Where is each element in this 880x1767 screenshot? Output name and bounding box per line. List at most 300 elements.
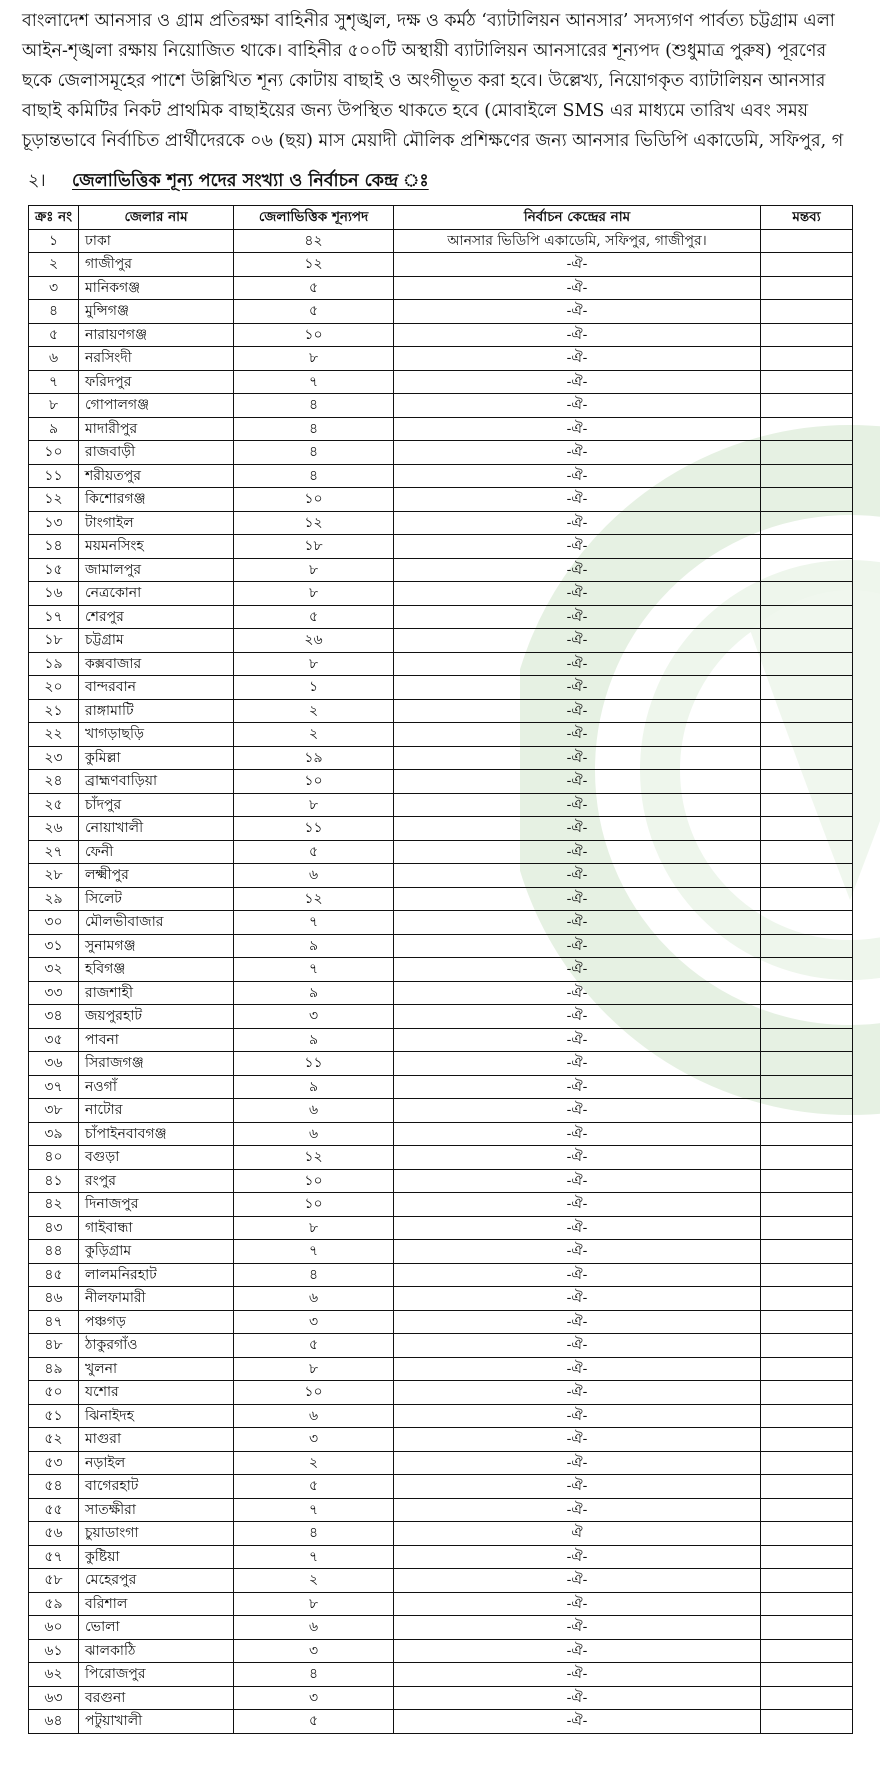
table-row: [29, 488, 853, 512]
cell-serial: ৩৩: [29, 981, 79, 1005]
table-row: [29, 394, 853, 418]
cell-serial: ৪০: [29, 1146, 79, 1170]
cell-vacancy: ৮: [234, 1216, 394, 1240]
cell-vacancy: ২: [234, 1451, 394, 1475]
cell-serial: ২৮: [29, 864, 79, 888]
cell-vacancy: ৮: [234, 793, 394, 817]
cell-center: -ঐ-: [394, 1287, 761, 1311]
table-row: [29, 558, 853, 582]
table-row: [29, 981, 853, 1005]
cell-serial: ৪৬: [29, 1287, 79, 1311]
cell-remarks: [761, 347, 853, 371]
cell-remarks: [761, 1146, 853, 1170]
cell-center: -ঐ-: [394, 1639, 761, 1663]
header-vacancy: জেলাভিত্তিক শূন্যপদ: [234, 206, 394, 230]
cell-district: কুষ্টিয়া: [79, 1545, 234, 1569]
cell-serial: ৫: [29, 323, 79, 347]
table-row: [29, 723, 853, 747]
table-row: [29, 1028, 853, 1052]
cell-vacancy: ১২: [234, 1146, 394, 1170]
cell-remarks: [761, 229, 853, 253]
table-row: [29, 1686, 853, 1710]
cell-center: -ঐ-: [394, 1122, 761, 1146]
cell-vacancy: ৩: [234, 1310, 394, 1334]
cell-serial: ২৯: [29, 887, 79, 911]
cell-district: শরীয়তপুর: [79, 464, 234, 488]
cell-remarks: [761, 605, 853, 629]
cell-center: -ঐ-: [394, 441, 761, 465]
table-row: [29, 911, 853, 935]
cell-serial: ৫৭: [29, 1545, 79, 1569]
table-body: [29, 229, 853, 1733]
cell-remarks: [761, 1616, 853, 1640]
cell-serial: ৩২: [29, 958, 79, 982]
cell-vacancy: ১: [234, 676, 394, 700]
cell-remarks: [761, 1475, 853, 1499]
table-row: [29, 629, 853, 653]
table-row: [29, 1498, 853, 1522]
table-row: [29, 746, 853, 770]
header-center: নির্বাচন কেন্দ্রের নাম: [394, 206, 761, 230]
cell-vacancy: ৬: [234, 1099, 394, 1123]
table-row: [29, 793, 853, 817]
cell-serial: ২৪: [29, 770, 79, 794]
cell-serial: ১৫: [29, 558, 79, 582]
cell-district: নরসিংদী: [79, 347, 234, 371]
cell-vacancy: ৫: [234, 605, 394, 629]
cell-serial: ১২: [29, 488, 79, 512]
cell-serial: ২৬: [29, 817, 79, 841]
section-title: জেলাভিত্তিক শূন্য পদের সংখ্যা ও নির্বাচন কেন্দ্র ঃ: [72, 171, 429, 191]
cell-vacancy: ৭: [234, 1240, 394, 1264]
cell-district: চট্টগ্রাম: [79, 629, 234, 653]
cell-remarks: [761, 1639, 853, 1663]
cell-serial: ৬১: [29, 1639, 79, 1663]
cell-center: -ঐ-: [394, 1216, 761, 1240]
table-row: [29, 1592, 853, 1616]
section-number: ২।: [28, 171, 46, 191]
cell-remarks: [761, 793, 853, 817]
table-row: [29, 1334, 853, 1358]
cell-vacancy: ২: [234, 1569, 394, 1593]
table-row: [29, 276, 853, 300]
cell-center: -ঐ-: [394, 1028, 761, 1052]
cell-vacancy: ৮: [234, 1592, 394, 1616]
cell-district: মেহেরপুর: [79, 1569, 234, 1593]
cell-serial: ৫১: [29, 1404, 79, 1428]
cell-serial: ২৫: [29, 793, 79, 817]
cell-remarks: [761, 1663, 853, 1687]
cell-district: নীলফামারী: [79, 1287, 234, 1311]
cell-center: -ঐ-: [394, 1710, 761, 1734]
cell-district: নারায়ণগঞ্জ: [79, 323, 234, 347]
intro-paragraph: [22, 6, 880, 156]
cell-district: চাঁদপুর: [79, 793, 234, 817]
cell-serial: ৬৪: [29, 1710, 79, 1734]
cell-district: বাগেরহাট: [79, 1475, 234, 1499]
cell-serial: ৬: [29, 347, 79, 371]
cell-center: -ঐ-: [394, 652, 761, 676]
cell-serial: ৬৩: [29, 1686, 79, 1710]
cell-remarks: [761, 1498, 853, 1522]
cell-vacancy: ৪: [234, 1263, 394, 1287]
cell-center: -ঐ-: [394, 958, 761, 982]
cell-vacancy: ৩: [234, 1428, 394, 1452]
cell-vacancy: ৯: [234, 981, 394, 1005]
cell-remarks: [761, 1310, 853, 1334]
cell-serial: ৪৯: [29, 1357, 79, 1381]
cell-serial: ৩১: [29, 934, 79, 958]
cell-remarks: [761, 864, 853, 888]
cell-district: মৌলভীবাজার: [79, 911, 234, 935]
header-district: জেলার নাম: [79, 206, 234, 230]
cell-serial: ৫২: [29, 1428, 79, 1452]
cell-center: -ঐ-: [394, 1663, 761, 1687]
cell-remarks: [761, 723, 853, 747]
cell-center: -ঐ-: [394, 1381, 761, 1405]
cell-district: চুয়াডাংগা: [79, 1522, 234, 1546]
cell-remarks: [761, 1169, 853, 1193]
cell-remarks: [761, 323, 853, 347]
table-row: [29, 887, 853, 911]
cell-center: -ঐ-: [394, 464, 761, 488]
cell-vacancy: ৩: [234, 1686, 394, 1710]
cell-center: -ঐ-: [394, 300, 761, 324]
cell-vacancy: ৪: [234, 417, 394, 441]
table-row: [29, 1005, 853, 1029]
cell-serial: ৫০: [29, 1381, 79, 1405]
table-row: [29, 229, 853, 253]
cell-center: -ঐ-: [394, 1428, 761, 1452]
cell-center: -ঐ-: [394, 981, 761, 1005]
table-row: [29, 1075, 853, 1099]
cell-district: রাজশাহী: [79, 981, 234, 1005]
cell-serial: ৩৬: [29, 1052, 79, 1076]
cell-remarks: [761, 300, 853, 324]
cell-center: -ঐ-: [394, 1099, 761, 1123]
cell-center: -ঐ-: [394, 370, 761, 394]
cell-remarks: [761, 817, 853, 841]
cell-serial: ২২: [29, 723, 79, 747]
cell-remarks: [761, 276, 853, 300]
table-row: [29, 1663, 853, 1687]
cell-vacancy: ৪: [234, 1522, 394, 1546]
table-row: [29, 1169, 853, 1193]
cell-remarks: [761, 1569, 853, 1593]
cell-remarks: [761, 1240, 853, 1264]
cell-vacancy: ৭: [234, 1545, 394, 1569]
cell-serial: ৫৯: [29, 1592, 79, 1616]
table-row: [29, 1451, 853, 1475]
cell-remarks: [761, 699, 853, 723]
cell-center: -ঐ-: [394, 1404, 761, 1428]
table-row: [29, 934, 853, 958]
cell-center: -ঐ-: [394, 1005, 761, 1029]
cell-center: -ঐ-: [394, 723, 761, 747]
cell-serial: ৮: [29, 394, 79, 418]
table-row: [29, 1146, 853, 1170]
cell-serial: ১০: [29, 441, 79, 465]
cell-remarks: [761, 840, 853, 864]
cell-district: কুড়িগ্রাম: [79, 1240, 234, 1264]
cell-remarks: [761, 1216, 853, 1240]
cell-serial: ২০: [29, 676, 79, 700]
cell-remarks: [761, 1357, 853, 1381]
cell-center: -ঐ-: [394, 1169, 761, 1193]
table-row: [29, 770, 853, 794]
cell-remarks: [761, 746, 853, 770]
table-row: [29, 535, 853, 559]
table-row: [29, 1616, 853, 1640]
table-row: [29, 958, 853, 982]
cell-center: -ঐ-: [394, 511, 761, 535]
table-row: [29, 1522, 853, 1546]
cell-remarks: [761, 1193, 853, 1217]
cell-remarks: [761, 464, 853, 488]
table-row: [29, 582, 853, 606]
cell-remarks: [761, 1052, 853, 1076]
cell-serial: ৫৫: [29, 1498, 79, 1522]
table-row: [29, 1404, 853, 1428]
cell-vacancy: ৪: [234, 441, 394, 465]
cell-center: -ঐ-: [394, 699, 761, 723]
cell-vacancy: ১০: [234, 770, 394, 794]
cell-district: খাগড়াছড়ি: [79, 723, 234, 747]
cell-vacancy: ৯: [234, 1028, 394, 1052]
cell-center: -ঐ-: [394, 793, 761, 817]
cell-district: ঝিনাইদহ: [79, 1404, 234, 1428]
cell-vacancy: ৮: [234, 582, 394, 606]
table-row: [29, 1569, 853, 1593]
table-row: [29, 1639, 853, 1663]
cell-center: -ঐ-: [394, 1263, 761, 1287]
cell-remarks: [761, 511, 853, 535]
cell-vacancy: ৬: [234, 1404, 394, 1428]
cell-district: বগুড়া: [79, 1146, 234, 1170]
cell-serial: ১১: [29, 464, 79, 488]
cell-center: -ঐ-: [394, 629, 761, 653]
cell-center: -ঐ-: [394, 394, 761, 418]
cell-remarks: [761, 1710, 853, 1734]
table-row: [29, 1263, 853, 1287]
table-row: [29, 1381, 853, 1405]
cell-center: -ঐ-: [394, 276, 761, 300]
cell-serial: ১৮: [29, 629, 79, 653]
cell-remarks: [761, 911, 853, 935]
cell-serial: ৫৩: [29, 1451, 79, 1475]
cell-district: পঞ্চগড়: [79, 1310, 234, 1334]
cell-center: -ঐ-: [394, 746, 761, 770]
cell-vacancy: ২: [234, 723, 394, 747]
table-row: [29, 864, 853, 888]
cell-serial: ৩: [29, 276, 79, 300]
cell-district: কক্সবাজার: [79, 652, 234, 676]
cell-center: -ঐ-: [394, 1310, 761, 1334]
cell-remarks: [761, 1334, 853, 1358]
cell-center: -ঐ-: [394, 558, 761, 582]
cell-vacancy: ৮: [234, 347, 394, 371]
table-header-row: [29, 206, 853, 230]
table-row: [29, 1310, 853, 1334]
cell-vacancy: ৮: [234, 558, 394, 582]
cell-serial: ৪৫: [29, 1263, 79, 1287]
cell-district: ভোলা: [79, 1616, 234, 1640]
cell-remarks: [761, 887, 853, 911]
cell-serial: ২: [29, 253, 79, 277]
cell-serial: ৪১: [29, 1169, 79, 1193]
cell-remarks: [761, 253, 853, 277]
cell-vacancy: ৪২: [234, 229, 394, 253]
cell-serial: ২৭: [29, 840, 79, 864]
cell-district: গাইবান্ধা: [79, 1216, 234, 1240]
table-row: [29, 300, 853, 324]
cell-district: নড়াইল: [79, 1451, 234, 1475]
cell-district: গাজীপুর: [79, 253, 234, 277]
cell-district: ঠাকুরগাঁও: [79, 1334, 234, 1358]
table-row: [29, 441, 853, 465]
cell-vacancy: ১০: [234, 1193, 394, 1217]
cell-vacancy: ৫: [234, 1475, 394, 1499]
table-row: [29, 464, 853, 488]
cell-district: ফরিদপুর: [79, 370, 234, 394]
cell-district: চাঁপাইনবাবগঞ্জ: [79, 1122, 234, 1146]
cell-vacancy: ১০: [234, 1169, 394, 1193]
cell-vacancy: ৭: [234, 958, 394, 982]
cell-serial: ১৬: [29, 582, 79, 606]
table-row: [29, 417, 853, 441]
cell-vacancy: ৬: [234, 1122, 394, 1146]
cell-remarks: [761, 370, 853, 394]
cell-center: -ঐ-: [394, 1545, 761, 1569]
cell-serial: ১৩: [29, 511, 79, 535]
cell-vacancy: ৫: [234, 840, 394, 864]
cell-vacancy: ৬: [234, 864, 394, 888]
cell-serial: ৩৫: [29, 1028, 79, 1052]
cell-district: মুন্সিগঞ্জ: [79, 300, 234, 324]
cell-center: -ঐ-: [394, 887, 761, 911]
cell-vacancy: ৫: [234, 1334, 394, 1358]
cell-remarks: [761, 1287, 853, 1311]
cell-remarks: [761, 1122, 853, 1146]
cell-center: -ঐ-: [394, 1592, 761, 1616]
header-serial: ক্রঃ নং: [29, 206, 79, 230]
table-row: [29, 370, 853, 394]
cell-district: ঢাকা: [79, 229, 234, 253]
cell-remarks: [761, 1005, 853, 1029]
cell-district: বান্দরবান: [79, 676, 234, 700]
cell-serial: ২১: [29, 699, 79, 723]
cell-district: ব্রাহ্মণবাড়িয়া: [79, 770, 234, 794]
intro-line: ছকে জেলাসমূহের পাশে উল্লিখিত শূন্য কোটায় বাছাই ও অংগীভূত করা হবে। উল্লেখ্য, নিয়োগকৃত ব্যাটালিয়ন আনসার: [22, 71, 826, 91]
intro-line: আইন-শৃঙ্খলা রক্ষায় নিয়োজিত থাকে। বাহিনীর ৫০০টি অস্থায়ী ব্যাটালিয়ন আনসারের শূন্যপদ (শুধুমাত্র পুরুষ) পূরণের: [22, 41, 827, 61]
cell-vacancy: ৭: [234, 1498, 394, 1522]
cell-district: সুনামগঞ্জ: [79, 934, 234, 958]
intro-line: চূড়ান্তভাবে নির্বাচিত প্রার্থীদেরকে ০৬ (ছয়) মাস মেয়াদী মৌলিক প্রশিক্ষণের জন্য আনসার ভিডিপি একাডেমি, সফিপুর, গ: [22, 131, 844, 151]
cell-district: খুলনা: [79, 1357, 234, 1381]
cell-district: টাংগাইল: [79, 511, 234, 535]
cell-center: -ঐ-: [394, 1569, 761, 1593]
cell-district: শেরপুর: [79, 605, 234, 629]
table-row: [29, 840, 853, 864]
cell-district: নোয়াখালী: [79, 817, 234, 841]
cell-vacancy: ৪: [234, 1663, 394, 1687]
cell-serial: ৩০: [29, 911, 79, 935]
cell-center: -ঐ-: [394, 1475, 761, 1499]
table-row: [29, 1052, 853, 1076]
cell-remarks: [761, 629, 853, 653]
table-row: [29, 1193, 853, 1217]
cell-vacancy: ১২: [234, 887, 394, 911]
table-row: [29, 323, 853, 347]
cell-center: -ঐ-: [394, 1686, 761, 1710]
vacancy-table: [28, 205, 853, 1734]
cell-serial: ১৭: [29, 605, 79, 629]
cell-remarks: [761, 394, 853, 418]
cell-serial: ৪: [29, 300, 79, 324]
cell-serial: ৫৬: [29, 1522, 79, 1546]
cell-vacancy: ১১: [234, 817, 394, 841]
cell-district: মাগুরা: [79, 1428, 234, 1452]
cell-district: নওগাঁ: [79, 1075, 234, 1099]
cell-center: -ঐ-: [394, 1334, 761, 1358]
cell-serial: ৩৯: [29, 1122, 79, 1146]
cell-vacancy: ৫: [234, 1710, 394, 1734]
cell-district: কিশোরগঞ্জ: [79, 488, 234, 512]
cell-serial: ৪৩: [29, 1216, 79, 1240]
cell-serial: ৪২: [29, 1193, 79, 1217]
table-row: [29, 511, 853, 535]
cell-district: লক্ষ্মীপুর: [79, 864, 234, 888]
cell-serial: ৫৪: [29, 1475, 79, 1499]
cell-center: -ঐ-: [394, 864, 761, 888]
cell-serial: ২৩: [29, 746, 79, 770]
cell-remarks: [761, 1686, 853, 1710]
cell-remarks: [761, 1428, 853, 1452]
table-row: [29, 1428, 853, 1452]
cell-remarks: [761, 1451, 853, 1475]
cell-center: -ঐ-: [394, 817, 761, 841]
cell-district: জামালপুর: [79, 558, 234, 582]
cell-remarks: [761, 1522, 853, 1546]
cell-center: -ঐ-: [394, 1240, 761, 1264]
cell-center: -ঐ-: [394, 1451, 761, 1475]
cell-center: -ঐ-: [394, 911, 761, 935]
cell-district: যশোর: [79, 1381, 234, 1405]
table-row: [29, 652, 853, 676]
cell-remarks: [761, 558, 853, 582]
cell-remarks: [761, 676, 853, 700]
cell-center: -ঐ-: [394, 1052, 761, 1076]
cell-remarks: [761, 1099, 853, 1123]
cell-vacancy: ৬: [234, 1287, 394, 1311]
cell-center: -ঐ-: [394, 535, 761, 559]
cell-district: ঝালকাঠি: [79, 1639, 234, 1663]
table-row: [29, 817, 853, 841]
cell-remarks: [761, 582, 853, 606]
cell-vacancy: ৮: [234, 1357, 394, 1381]
cell-district: বরগুনা: [79, 1686, 234, 1710]
cell-center: -ঐ-: [394, 582, 761, 606]
cell-vacancy: ১০: [234, 323, 394, 347]
table-row: [29, 676, 853, 700]
cell-serial: ১: [29, 229, 79, 253]
cell-center: -ঐ-: [394, 347, 761, 371]
cell-district: বরিশাল: [79, 1592, 234, 1616]
cell-district: জয়পুরহাট: [79, 1005, 234, 1029]
cell-remarks: [761, 1263, 853, 1287]
cell-vacancy: ২৬: [234, 629, 394, 653]
cell-district: লালমনিরহাট: [79, 1263, 234, 1287]
